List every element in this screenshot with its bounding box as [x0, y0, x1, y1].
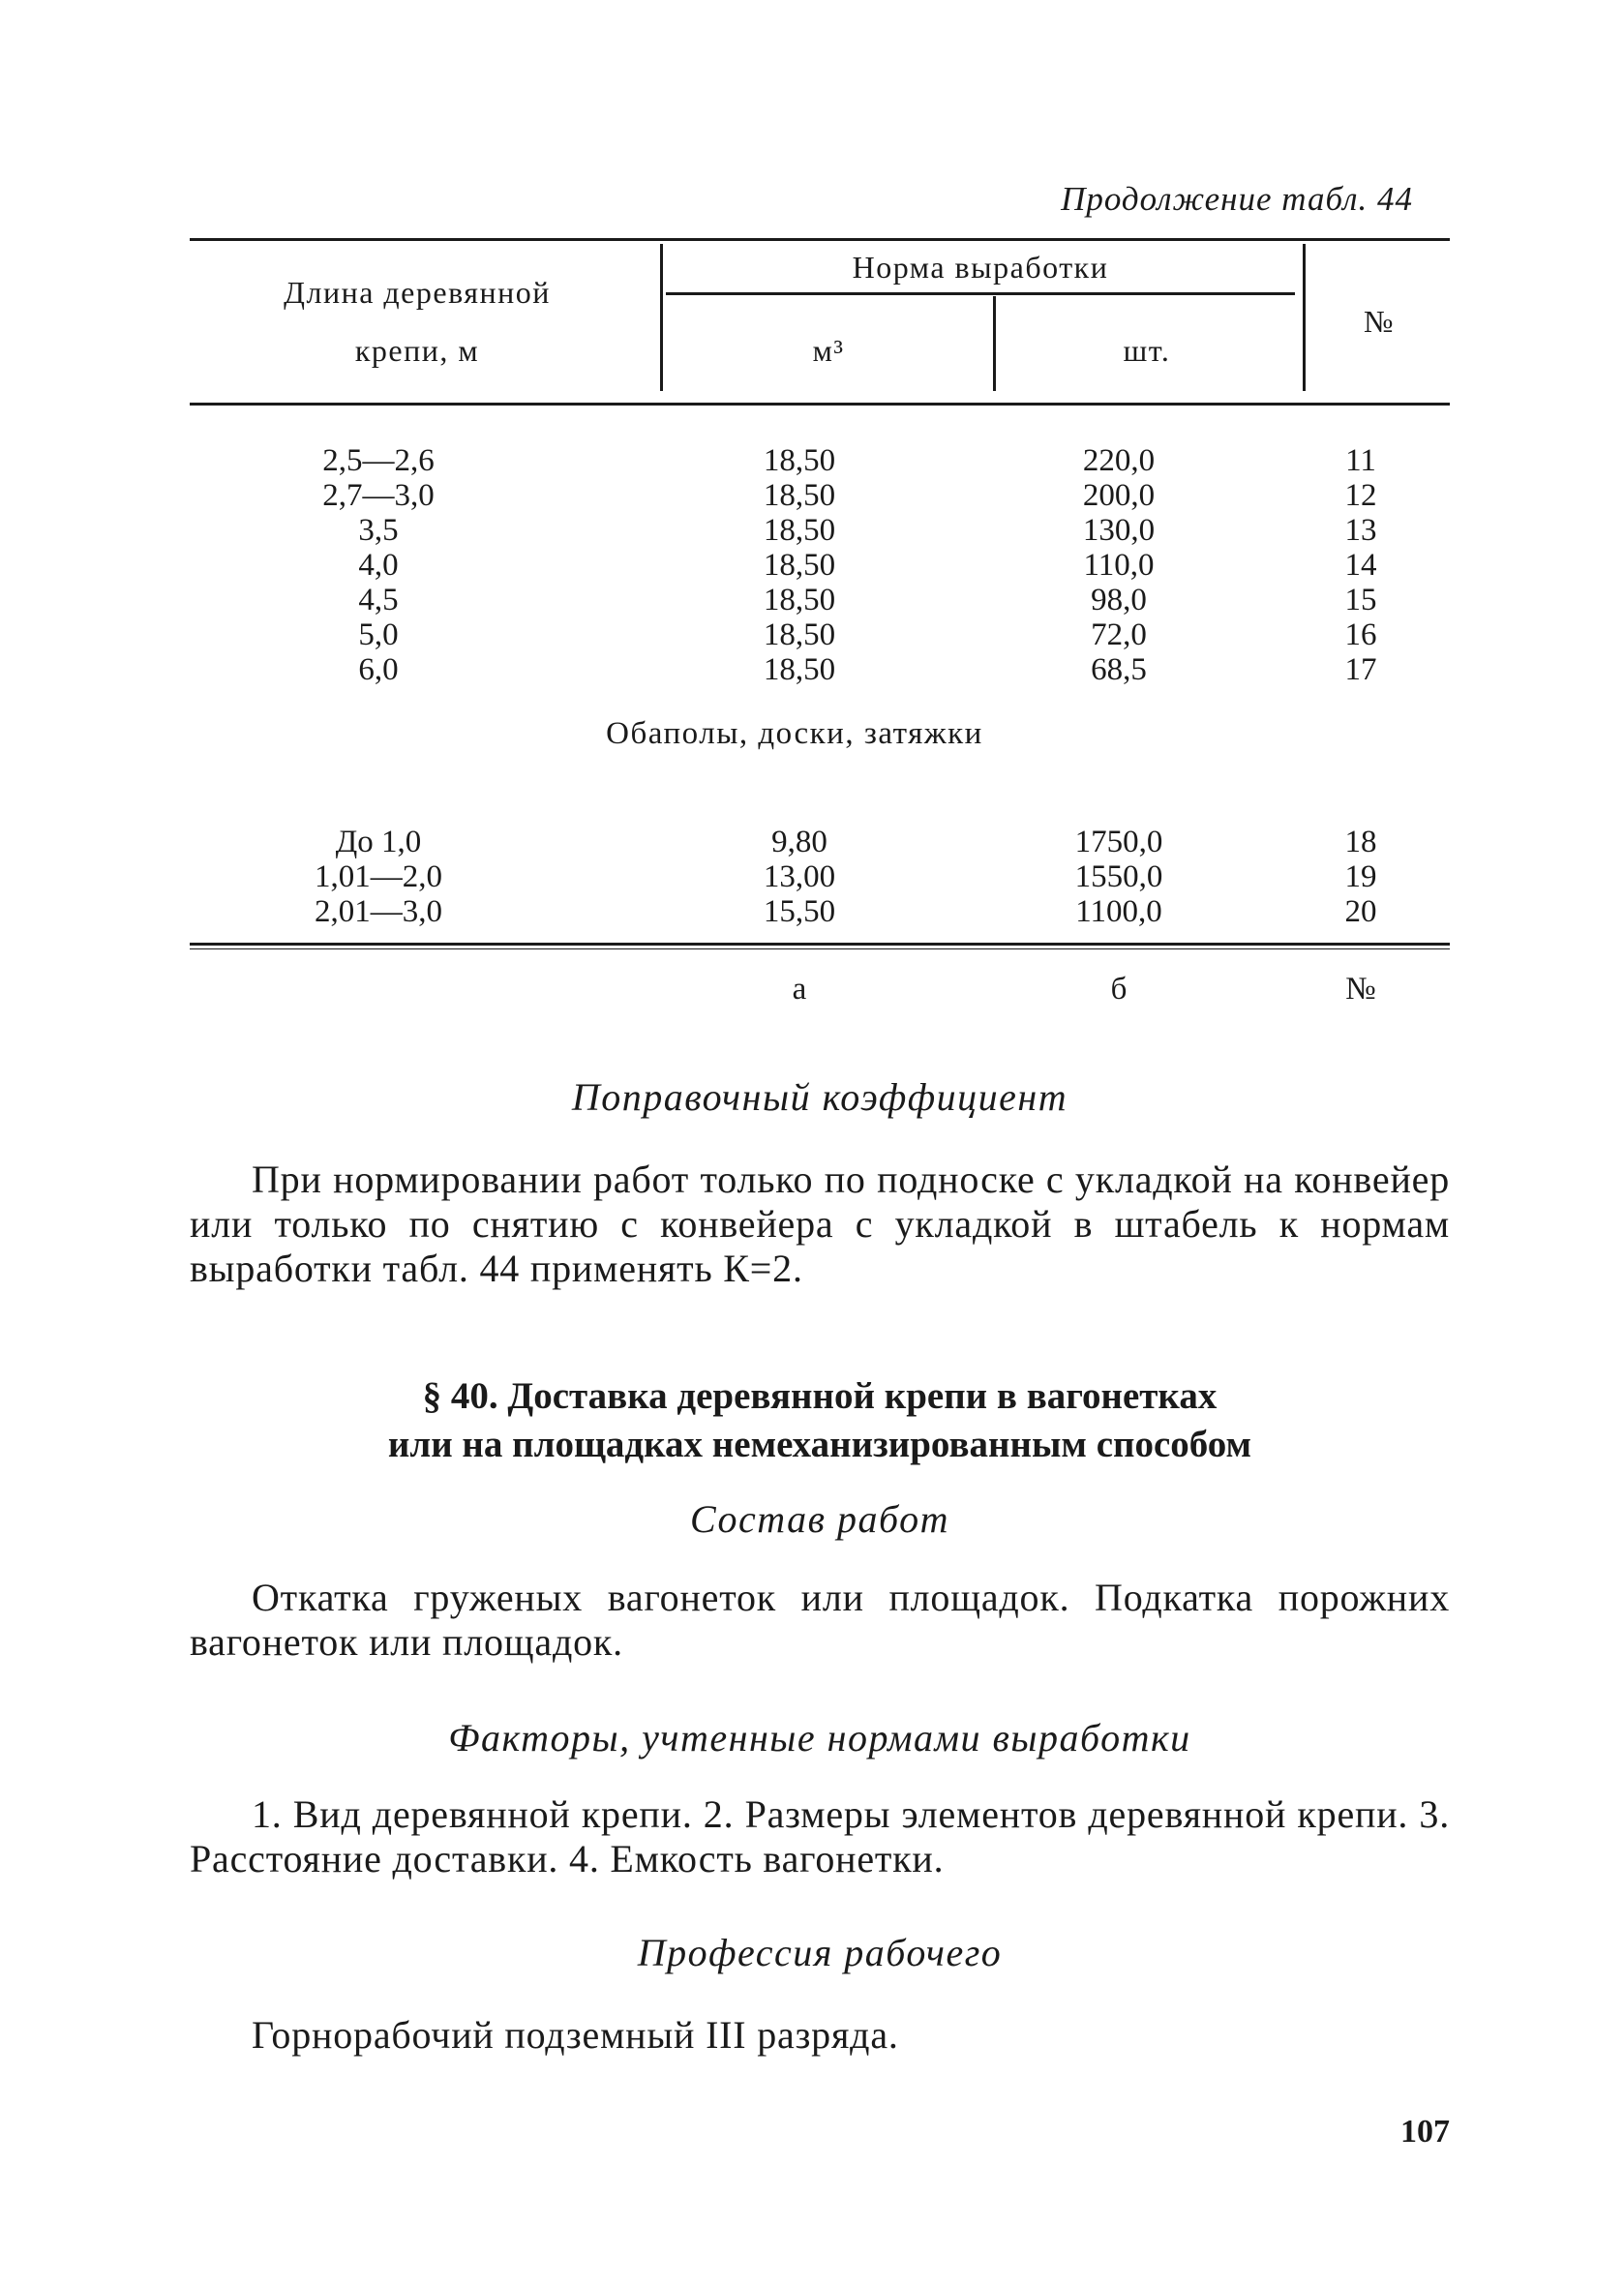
table-row: [190, 894, 1450, 929]
cell-pcs: 110,0: [1083, 548, 1155, 583]
cell-no: 20: [1344, 894, 1377, 929]
table-row: [190, 548, 1450, 583]
header-no: №: [1363, 304, 1396, 339]
cell-no: 13: [1344, 513, 1377, 548]
cell-pcs: 1750,0: [1074, 825, 1163, 859]
factors-heading: Факторы, учтенные нормами выработки: [448, 1716, 1191, 1760]
table-row: [190, 443, 1450, 478]
header-divider-1: [660, 244, 663, 391]
section-title-line2: или на площадках немеханизированным способом: [387, 1424, 1252, 1465]
cell-length: 2,7—3,0: [322, 478, 435, 513]
header-sub-rule: [666, 292, 1295, 295]
cell-length: 3,5: [358, 513, 399, 548]
table-top-rule: [190, 238, 1450, 241]
cell-length: 5,0: [358, 617, 399, 652]
cell-m3: 18,50: [763, 617, 836, 652]
cell-pcs: 1100,0: [1075, 894, 1162, 929]
table-continuation-caption: Продолжение табл. 44: [1061, 180, 1413, 218]
table-row: [190, 478, 1450, 513]
factors-paragraph: [190, 1792, 1450, 1881]
section-title-line1: § 40. Доставка деревянной крепи в вагонетках: [422, 1375, 1218, 1417]
header-divider-3: [1303, 244, 1306, 391]
table-row: [190, 617, 1450, 652]
cell-length: 2,5—2,6: [322, 443, 435, 478]
table-bottom-rule-1: [190, 943, 1450, 946]
work-composition-heading: Состав работ: [690, 1497, 949, 1541]
correction-heading: Поправочный коэффициент: [571, 1075, 1068, 1119]
cell-length: 2,01—3,0: [315, 894, 442, 929]
cell-m3: 18,50: [763, 652, 836, 687]
cell-m3: 18,50: [763, 583, 836, 617]
cell-m3: 18,50: [763, 548, 836, 583]
cell-m3: 9,80: [771, 825, 827, 859]
cell-length: 4,0: [358, 548, 399, 583]
cell-no: 14: [1344, 548, 1377, 583]
profession-text: Горнорабочий подземный III разряда.: [252, 2013, 899, 2057]
cell-pcs: 200,0: [1082, 478, 1156, 513]
profession-heading: Профессия рабочего: [637, 1931, 1003, 1974]
cell-no: 15: [1344, 583, 1377, 617]
table-row: [190, 583, 1450, 617]
table-group-label: Обаполы, доски, затяжки: [606, 716, 983, 751]
cell-no: 17: [1344, 652, 1377, 687]
cell-length: 4,5: [358, 583, 399, 617]
header-length-line2: крепи, м: [354, 333, 480, 368]
factors-text: 1. Вид деревянной крепи. 2. Размеры элементов деревянной крепи. 3. Расстояние доставки. 4. Емкость вагонетки.: [190, 1792, 1450, 1880]
table-row: [190, 652, 1450, 687]
correction-paragraph: [190, 1158, 1450, 1291]
cell-pcs: 72,0: [1091, 617, 1147, 652]
header-pcs: шт.: [1123, 333, 1171, 368]
header-divider-2: [993, 296, 996, 391]
header-length-line1: Длина деревянной: [284, 275, 551, 310]
cell-no: 16: [1344, 617, 1377, 652]
cell-no: 12: [1344, 478, 1377, 513]
cell-pcs: 220,0: [1082, 443, 1156, 478]
cell-pcs: 98,0: [1091, 583, 1147, 617]
footer-col-a: а: [792, 972, 807, 1007]
table-row: [190, 825, 1450, 859]
cell-pcs: 1550,0: [1074, 859, 1163, 894]
cell-m3: 18,50: [763, 443, 836, 478]
cell-pcs: 130,0: [1082, 513, 1156, 548]
cell-m3: 15,50: [763, 894, 836, 929]
cell-m3: 13,00: [763, 859, 836, 894]
work-composition-paragraph: [190, 1576, 1450, 1665]
cell-no: 18: [1344, 825, 1377, 859]
header-m3: м³: [812, 333, 845, 368]
correction-text: При нормировании работ только по подноске с укладкой на конвейер или только по снятию с конвейера с укладкой в штабель к нормам выработки табл. 44 применять К=2.: [190, 1158, 1450, 1290]
profession-paragraph: [190, 2013, 1450, 2058]
cell-m3: 18,50: [763, 513, 836, 548]
table-row: [190, 513, 1450, 548]
cell-no: 11: [1345, 443, 1376, 478]
cell-length: До 1,0: [335, 825, 422, 859]
cell-length: 1,01—2,0: [315, 859, 442, 894]
footer-col-b: б: [1110, 972, 1128, 1007]
cell-length: 6,0: [358, 652, 399, 687]
page-number: 107: [1400, 2114, 1450, 2150]
cell-m3: 18,50: [763, 478, 836, 513]
table-row: [190, 859, 1450, 894]
cell-no: 19: [1344, 859, 1377, 894]
table-bottom-rule-2: [190, 948, 1450, 949]
footer-col-no: №: [1345, 972, 1376, 1007]
header-bottom-rule: [190, 403, 1450, 406]
header-norm: Норма выработки: [852, 250, 1109, 285]
work-composition-text: Откатка груженых вагонеток или площадок. Подкатка порожних вагонеток или площадок.: [190, 1576, 1450, 1664]
cell-pcs: 68,5: [1091, 652, 1147, 687]
